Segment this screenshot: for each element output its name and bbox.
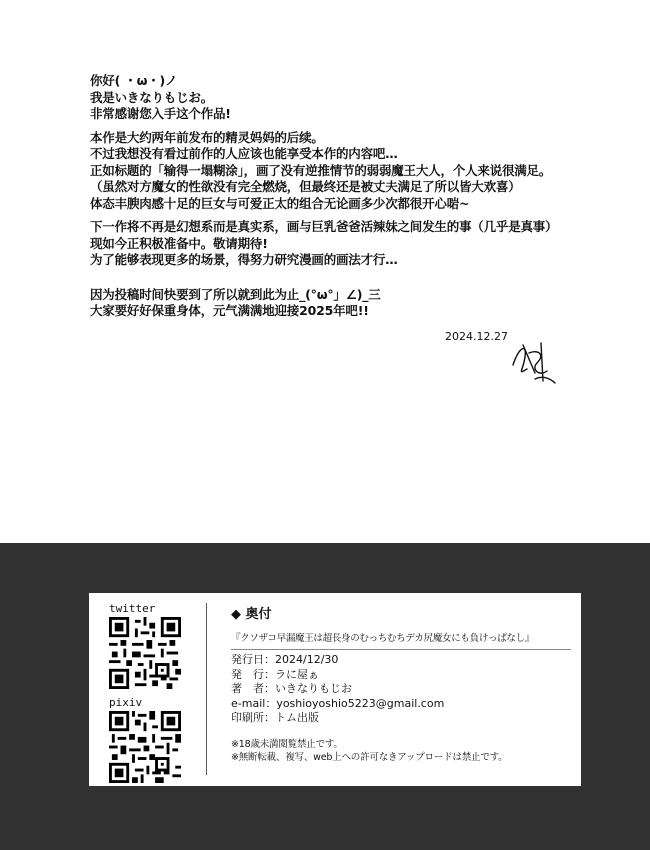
closing-paragraph	[90, 287, 610, 320]
detail-value: トム出版	[275, 711, 319, 724]
detail-value: いきなりもじお	[275, 682, 352, 695]
text-line: 你好( ・ω・)ノ	[90, 73, 178, 88]
detail-row-printer: 印刷所：トム出版	[231, 711, 319, 724]
text-line: 现如今正积极准备中。敬请期待!	[90, 235, 268, 251]
detail-label: 発行日	[231, 653, 264, 666]
detail-value: 2024/12/30	[275, 653, 339, 666]
text-line: 为了能够表现更多的场景，得努力研究漫画的画法才行…	[90, 252, 398, 267]
notes	[231, 738, 576, 764]
detail-row-publisher: 発 行：ラに屋ぁ	[231, 667, 319, 681]
text-line: 下一作将不再是幻想系而是真实系，画与巨乳爸爸活辣妹之间发生的事（几乎是真事）	[90, 219, 558, 234]
pixiv-qr-code[interactable]	[109, 711, 181, 783]
greeting-paragraph	[90, 73, 610, 123]
text-line: （虽然对方魔女的性欲没有完全燃烧，但最终还是被丈夫满足了所以皆大欢喜）	[90, 179, 521, 194]
about-work-paragraph	[90, 130, 610, 213]
text-line: 因为投稿时间快要到了所以就到此为止_(°ω°」∠)_三	[90, 286, 381, 302]
copyright-note: ※無断転載、複写、web上への許可なきアップロードは禁止です。	[231, 751, 508, 763]
colophon-info	[231, 605, 576, 764]
detail-row-author: 著 者：いきなりもじお	[231, 682, 352, 695]
detail-label: 印刷所	[231, 711, 264, 724]
author-signature	[505, 335, 560, 385]
age-restriction-note: ※18歳未満閲覧禁止です。	[231, 738, 343, 750]
text-line: 我是いきなりもじお。	[90, 89, 214, 105]
detail-label: 著 者	[231, 682, 264, 695]
text-line: 非常感谢您入手这个作品!	[90, 106, 231, 121]
colophon-box	[89, 593, 581, 786]
vertical-divider	[206, 603, 207, 775]
text-line: 不过我想没有看过前作的人应该也能享受本作的内容吧…	[90, 146, 398, 161]
detail-row-publish-date: 発行日：2024/12/30	[231, 653, 339, 666]
twitter-label: twitter	[109, 602, 156, 615]
qr-column	[109, 601, 185, 789]
next-work-paragraph	[90, 219, 610, 269]
email-link[interactable]: yoshioyoshio5223@gmail.com	[276, 696, 445, 710]
text-line: 本作是大约两年前发布的精灵妈妈的后续。	[90, 129, 324, 145]
book-title: 『クソザコ早漏魔王は超長身のむっちむちデカ尻魔女にも負けっぱなし』	[231, 633, 535, 644]
detail-row-email: e-mail：yoshioyoshio5223@gmail.com	[231, 696, 445, 710]
detail-label: 発 行	[231, 667, 264, 681]
title-rule	[231, 649, 571, 650]
text-line: 大家要好好保重身体，元气满满地迎接2025年吧!!	[90, 303, 369, 318]
twitter-qr-code[interactable]	[109, 617, 181, 689]
afterword-text	[90, 73, 610, 327]
detail-value: ラに屋ぁ	[275, 667, 319, 681]
afterword-date: 2024.12.27	[445, 330, 508, 343]
text-line: 体态丰腴肉感十足的巨女与可爱正太的组合无论画多少次都很开心啱~	[90, 195, 470, 211]
colophon-header: ◆ 奥付	[231, 607, 272, 622]
pixiv-label: pixiv	[109, 696, 143, 709]
text-line: 正如标题的「输得一塌糊涂」，画了没有逆推情节的弱弱魔王大人，个人来说很满足。	[90, 162, 552, 178]
detail-label: e-mail	[231, 696, 266, 710]
